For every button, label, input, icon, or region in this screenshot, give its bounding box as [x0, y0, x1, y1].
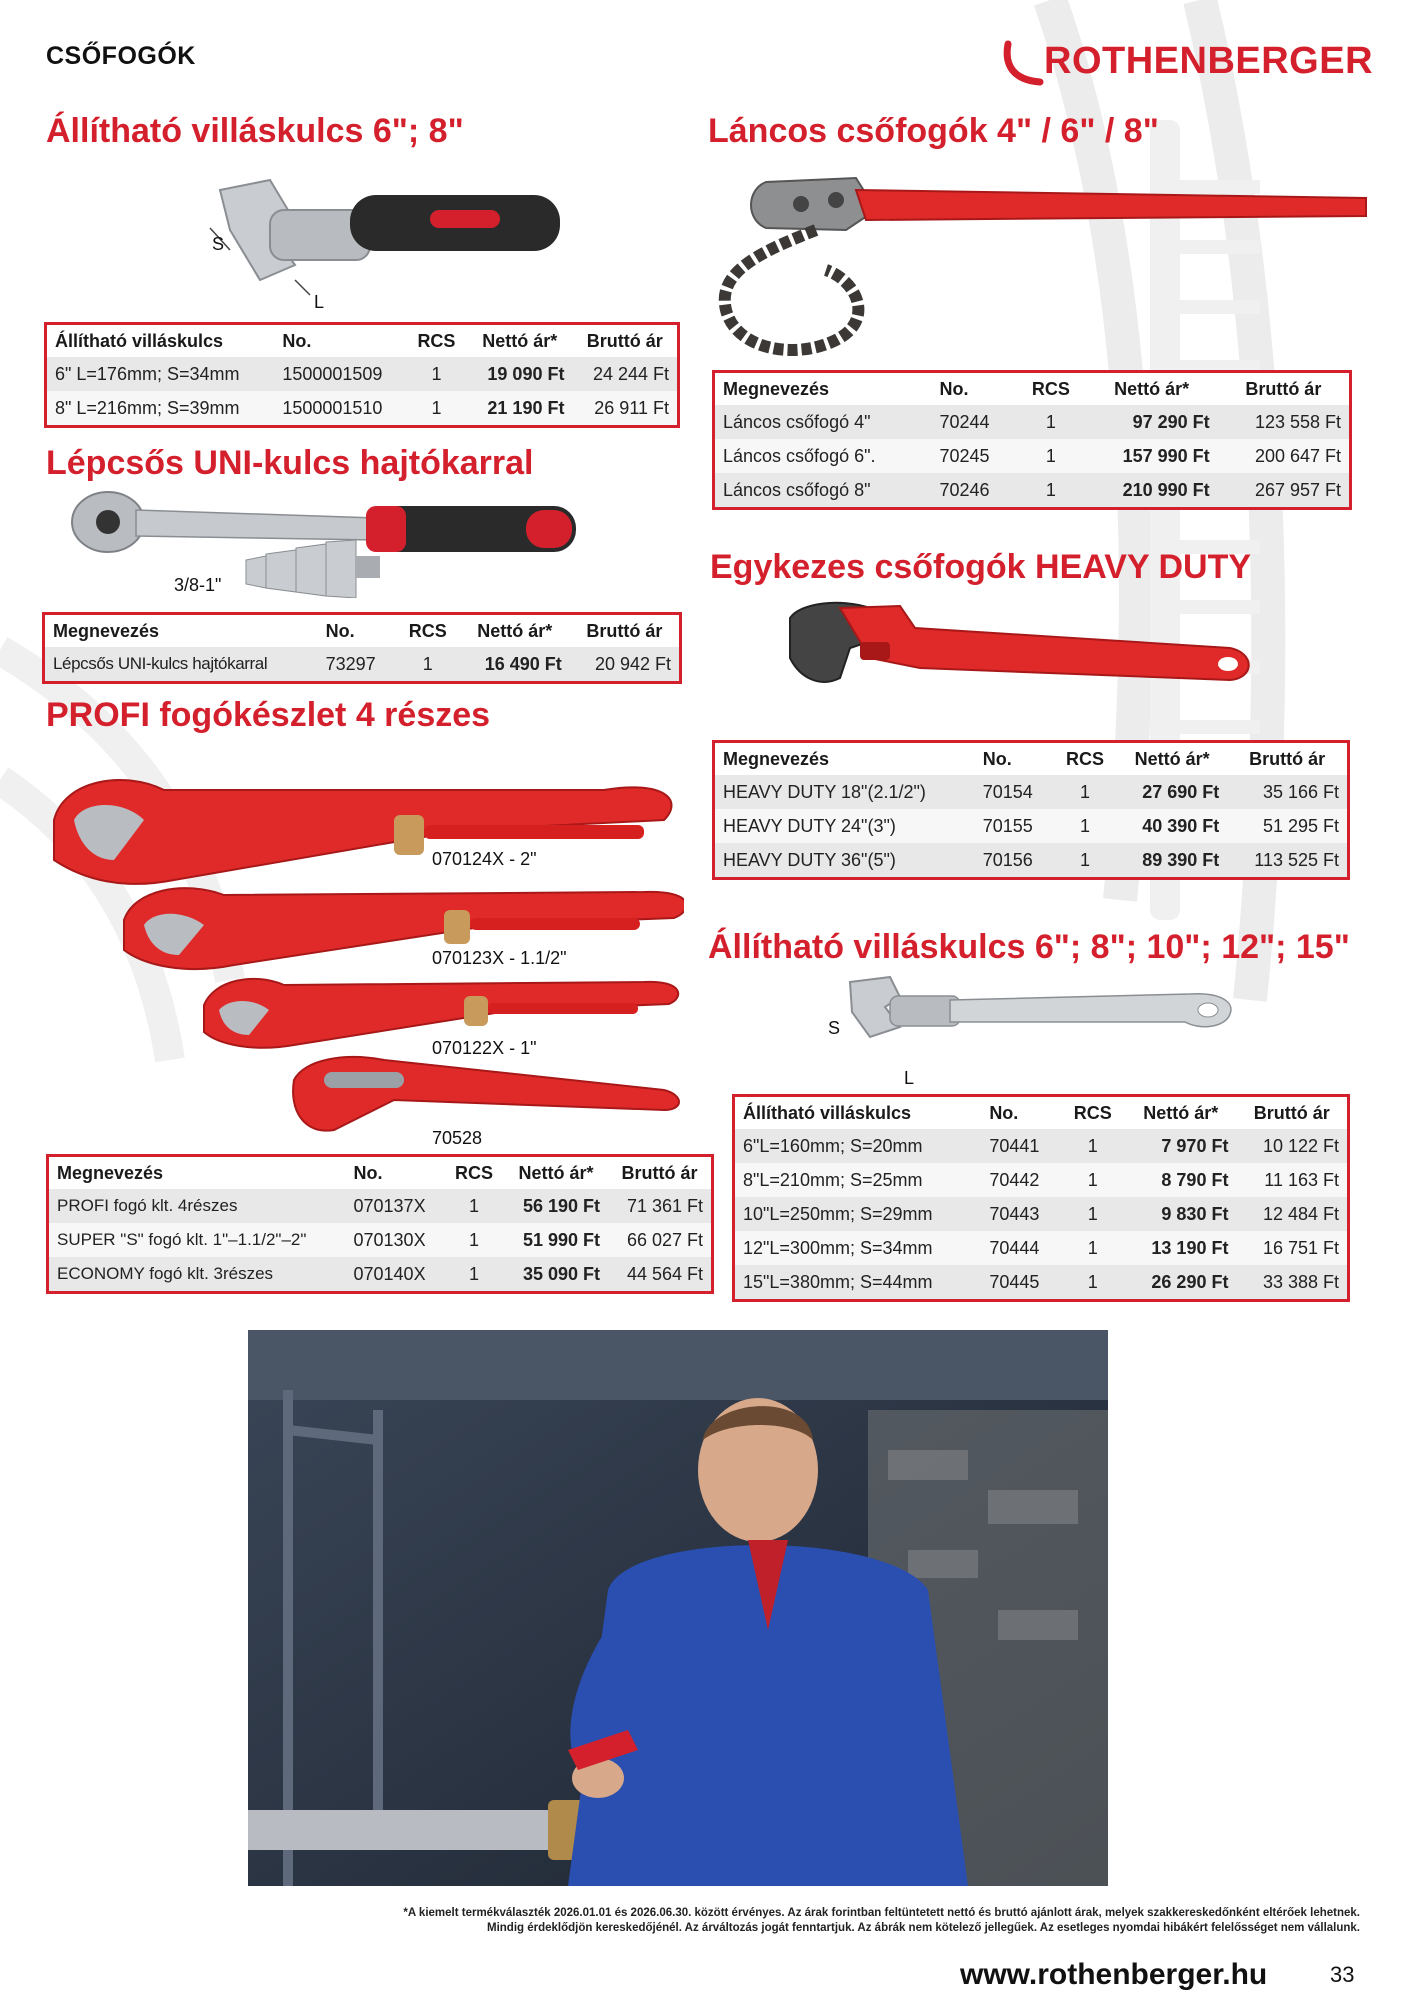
cell-gross: 12 484 Ft [1236, 1197, 1348, 1231]
cell-gross: 35 166 Ft [1227, 775, 1348, 809]
col-header: Nettó ár* [1117, 742, 1227, 776]
cell-rcs: 1 [444, 1223, 504, 1257]
footer-disclaimer-line1: *A kiemelt termékválaszték 2026.01.01 és 2026.06.30. között érvényes. Az árak forintban feltüntetett nettó és bruttó ajánlott árak, melyek szakkereskedőnként eltérőek lehetnek. [403, 1907, 1360, 1919]
cell-net: 21 190 Ft [467, 391, 572, 427]
cell-no: 70246 [932, 473, 1017, 509]
col-header: RCS [444, 1156, 504, 1190]
col-header: Bruttó ár [608, 1156, 713, 1190]
col-header: No. [981, 1096, 1060, 1130]
cell-no: 70442 [981, 1163, 1060, 1197]
cell-net: 9 830 Ft [1125, 1197, 1236, 1231]
chain-wrench-image [706, 170, 1376, 370]
table-header-row [714, 742, 1349, 776]
cell-gross: 10 122 Ft [1236, 1129, 1348, 1163]
col-header: No. [932, 372, 1017, 406]
table-header-row [44, 614, 681, 648]
cell-no: 70445 [981, 1265, 1060, 1301]
cell-net: 19 090 Ft [467, 357, 572, 391]
cell-no: 70245 [932, 439, 1017, 473]
label-s: S [828, 1018, 841, 1038]
cell-name: 8" L=216mm; S=39mm [46, 391, 275, 427]
table-row [734, 1129, 1349, 1163]
price-table-heavy-duty [712, 740, 1350, 880]
cell-rcs: 1 [444, 1189, 504, 1223]
cell-gross: 33 388 Ft [1236, 1265, 1348, 1301]
website-link[interactable]: www.rothenberger.hu [960, 1958, 1268, 1991]
cell-name: HEAVY DUTY 36"(5") [714, 843, 975, 879]
cell-net: 35 090 Ft [504, 1257, 608, 1293]
cell-net: 89 390 Ft [1117, 843, 1227, 879]
table-row [714, 473, 1351, 509]
cell-rcs: 1 [396, 647, 460, 683]
label-s: S [212, 234, 225, 254]
cell-net: 40 390 Ft [1117, 809, 1227, 843]
heavy-duty-pipe-wrench-image [780, 598, 1260, 708]
cell-gross: 267 957 Ft [1218, 473, 1351, 509]
col-header: Bruttó ár [572, 324, 678, 358]
col-header: Megnevezés [44, 614, 318, 648]
col-header: Megnevezés [714, 742, 975, 776]
col-header: Nettó ár* [1125, 1096, 1236, 1130]
table-header-row [48, 1156, 713, 1190]
footer-disclaimer-line2: Mindig érdeklődjön kereskedőjénél. Az árváltozás jogát fenntartjuk. Az ábrák nem kötelező jellegűek. Az esetleges nyomdai hibákért felelősséget nem vállalunk. [487, 1922, 1360, 1934]
cell-no: 070137X [346, 1189, 444, 1223]
cell-net: 13 190 Ft [1125, 1231, 1236, 1265]
cell-no: 1500001510 [274, 391, 406, 427]
cell-gross: 200 647 Ft [1218, 439, 1351, 473]
label-plier-4: 70528 [432, 1128, 483, 1148]
col-header: Bruttó ár [1218, 372, 1351, 406]
cell-rcs: 1 [1060, 1265, 1125, 1301]
label-l: L [904, 1068, 915, 1088]
table-row [48, 1189, 713, 1223]
cell-net: 97 290 Ft [1086, 405, 1218, 439]
category-title: CSŐFOGÓK [46, 42, 196, 70]
cell-no: 70155 [975, 809, 1053, 843]
cell-rcs: 1 [1053, 775, 1117, 809]
col-header: No. [975, 742, 1053, 776]
cell-gross: 113 525 Ft [1227, 843, 1348, 879]
cell-gross: 11 163 Ft [1236, 1163, 1348, 1197]
cell-gross: 20 942 Ft [570, 647, 681, 683]
table-row [714, 775, 1349, 809]
cell-gross: 66 027 Ft [608, 1223, 713, 1257]
table-row [714, 439, 1351, 473]
cell-rcs: 1 [1060, 1129, 1125, 1163]
adjustable-wrench-2-image [840, 972, 1240, 1052]
section-title-heavy-duty: Egykezes csőfogók HEAVY DUTY [710, 548, 1252, 586]
label-size: 3/8-1" [174, 575, 222, 595]
cell-rcs: 1 [1016, 405, 1085, 439]
cell-net: 27 690 Ft [1117, 775, 1227, 809]
label-plier-2: 070123X - 1.1/2" [432, 948, 567, 968]
price-table-chain-wrench [712, 370, 1352, 510]
cell-no: 70244 [932, 405, 1017, 439]
table-row [714, 405, 1351, 439]
cell-net: 157 990 Ft [1086, 439, 1218, 473]
cell-net: 26 290 Ft [1125, 1265, 1236, 1301]
table-header-row [734, 1096, 1349, 1130]
cell-name: 15"L=380mm; S=44mm [734, 1265, 982, 1301]
price-table-step-key [42, 612, 682, 684]
label-plier-3: 070122X - 1" [432, 1038, 537, 1058]
cell-net: 16 490 Ft [460, 647, 570, 683]
col-header: Nettó ár* [1086, 372, 1218, 406]
table-row [734, 1163, 1349, 1197]
col-header: Állítható villáskulcs [46, 324, 275, 358]
cell-no: 70444 [981, 1231, 1060, 1265]
section-title-chain-wrench: Láncos csőfogók 4" / 6" / 8" [708, 112, 1159, 150]
cell-gross: 24 244 Ft [572, 357, 678, 391]
col-header: Nettó ár* [467, 324, 572, 358]
cell-rcs: 1 [1016, 439, 1085, 473]
cell-name: HEAVY DUTY 24"(3") [714, 809, 975, 843]
cell-no: 1500001509 [274, 357, 406, 391]
col-header: Nettó ár* [504, 1156, 608, 1190]
adjustable-wrench-image [200, 170, 570, 320]
cell-gross: 16 751 Ft [1236, 1231, 1348, 1265]
cell-rcs: 1 [1053, 809, 1117, 843]
col-header: RCS [396, 614, 460, 648]
cell-name: 12"L=300mm; S=34mm [734, 1231, 982, 1265]
price-table-pliers-set [46, 1154, 714, 1294]
col-header: No. [274, 324, 406, 358]
cell-name: Láncos csőfogó 4" [714, 405, 932, 439]
cell-rcs: 1 [444, 1257, 504, 1293]
cell-gross: 123 558 Ft [1218, 405, 1351, 439]
cell-gross: 71 361 Ft [608, 1189, 713, 1223]
cell-name: SUPER "S" fogó klt. 1"–1.1/2"–2" [48, 1223, 346, 1257]
cell-net: 8 790 Ft [1125, 1163, 1236, 1197]
cell-name: PROFI fogó klt. 4részes [48, 1189, 346, 1223]
brand-logo [1000, 36, 1374, 88]
table-row [48, 1223, 713, 1257]
col-header: Bruttó ár [570, 614, 681, 648]
cell-name: Láncos csőfogó 6". [714, 439, 932, 473]
cell-no: 70154 [975, 775, 1053, 809]
cell-name: 6"L=160mm; S=20mm [734, 1129, 982, 1163]
cell-net: 51 990 Ft [504, 1223, 608, 1257]
section-title-adjustable-wrench: Állítható villáskulcs 6"; 8" [46, 112, 464, 150]
section-title-pliers-set: PROFI fogókészlet 4 részes [46, 696, 491, 734]
table-row [734, 1231, 1349, 1265]
logo-swoosh-icon [1000, 36, 1044, 88]
brand-name: ROTHENBERGER [1044, 40, 1374, 82]
cell-gross: 51 295 Ft [1227, 809, 1348, 843]
price-table-adjustable-wrench-set [732, 1094, 1350, 1302]
col-header: RCS [406, 324, 467, 358]
col-header: Megnevezés [714, 372, 932, 406]
table-header-row [46, 324, 679, 358]
table-row [734, 1197, 1349, 1231]
table-row [714, 809, 1349, 843]
pliers-set-image [44, 760, 684, 1160]
col-header: No. [346, 1156, 444, 1190]
label-l: L [314, 292, 325, 312]
cell-rcs: 1 [1060, 1197, 1125, 1231]
cell-no: 70156 [975, 843, 1053, 879]
cell-no: 070130X [346, 1223, 444, 1257]
cell-net: 7 970 Ft [1125, 1129, 1236, 1163]
price-table-adjustable-wrench [44, 322, 680, 428]
cell-name: Lépcsős UNI-kulcs hajtókarral [44, 647, 318, 683]
cell-gross: 44 564 Ft [608, 1257, 713, 1293]
cell-no: 70443 [981, 1197, 1060, 1231]
col-header: Bruttó ár [1236, 1096, 1348, 1130]
cell-net: 210 990 Ft [1086, 473, 1218, 509]
table-row [46, 391, 679, 427]
cell-no: 73297 [318, 647, 396, 683]
cell-name: Láncos csőfogó 8" [714, 473, 932, 509]
col-header: RCS [1053, 742, 1117, 776]
col-header: Nettó ár* [460, 614, 570, 648]
table-row [46, 357, 679, 391]
col-header: Megnevezés [48, 1156, 346, 1190]
cell-name: 6" L=176mm; S=34mm [46, 357, 275, 391]
table-row [714, 843, 1349, 879]
cell-name: HEAVY DUTY 18"(2.1/2") [714, 775, 975, 809]
cell-rcs: 1 [1060, 1231, 1125, 1265]
worker-photo [248, 1330, 1108, 1886]
col-header: Állítható villáskulcs [734, 1096, 982, 1130]
col-header: Bruttó ár [1227, 742, 1348, 776]
table-row [734, 1265, 1349, 1301]
cell-rcs: 1 [1053, 843, 1117, 879]
cell-name: 8"L=210mm; S=25mm [734, 1163, 982, 1197]
cell-rcs: 1 [1016, 473, 1085, 509]
col-header: No. [318, 614, 396, 648]
section-title-adjustable-wrench-set: Állítható villáskulcs 6"; 8"; 10"; 12"; 15" [708, 928, 1350, 966]
table-row [48, 1257, 713, 1293]
cell-no: 70441 [981, 1129, 1060, 1163]
cell-no: 070140X [346, 1257, 444, 1293]
cell-rcs: 1 [1060, 1163, 1125, 1197]
label-plier-1: 070124X - 2" [432, 849, 537, 869]
cell-rcs: 1 [406, 357, 467, 391]
table-row [44, 647, 681, 683]
cell-rcs: 1 [406, 391, 467, 427]
col-header: RCS [1016, 372, 1085, 406]
page-number: 33 [1330, 1962, 1355, 1987]
table-header-row [714, 372, 1351, 406]
cell-net: 56 190 Ft [504, 1189, 608, 1223]
col-header: RCS [1060, 1096, 1125, 1130]
cell-name: ECONOMY fogó klt. 3részes [48, 1257, 346, 1293]
cell-gross: 26 911 Ft [572, 391, 678, 427]
step-key-ratchet-image [66, 488, 586, 598]
cell-name: 10"L=250mm; S=29mm [734, 1197, 982, 1231]
section-title-step-key: Lépcsős UNI-kulcs hajtókarral [46, 444, 534, 482]
